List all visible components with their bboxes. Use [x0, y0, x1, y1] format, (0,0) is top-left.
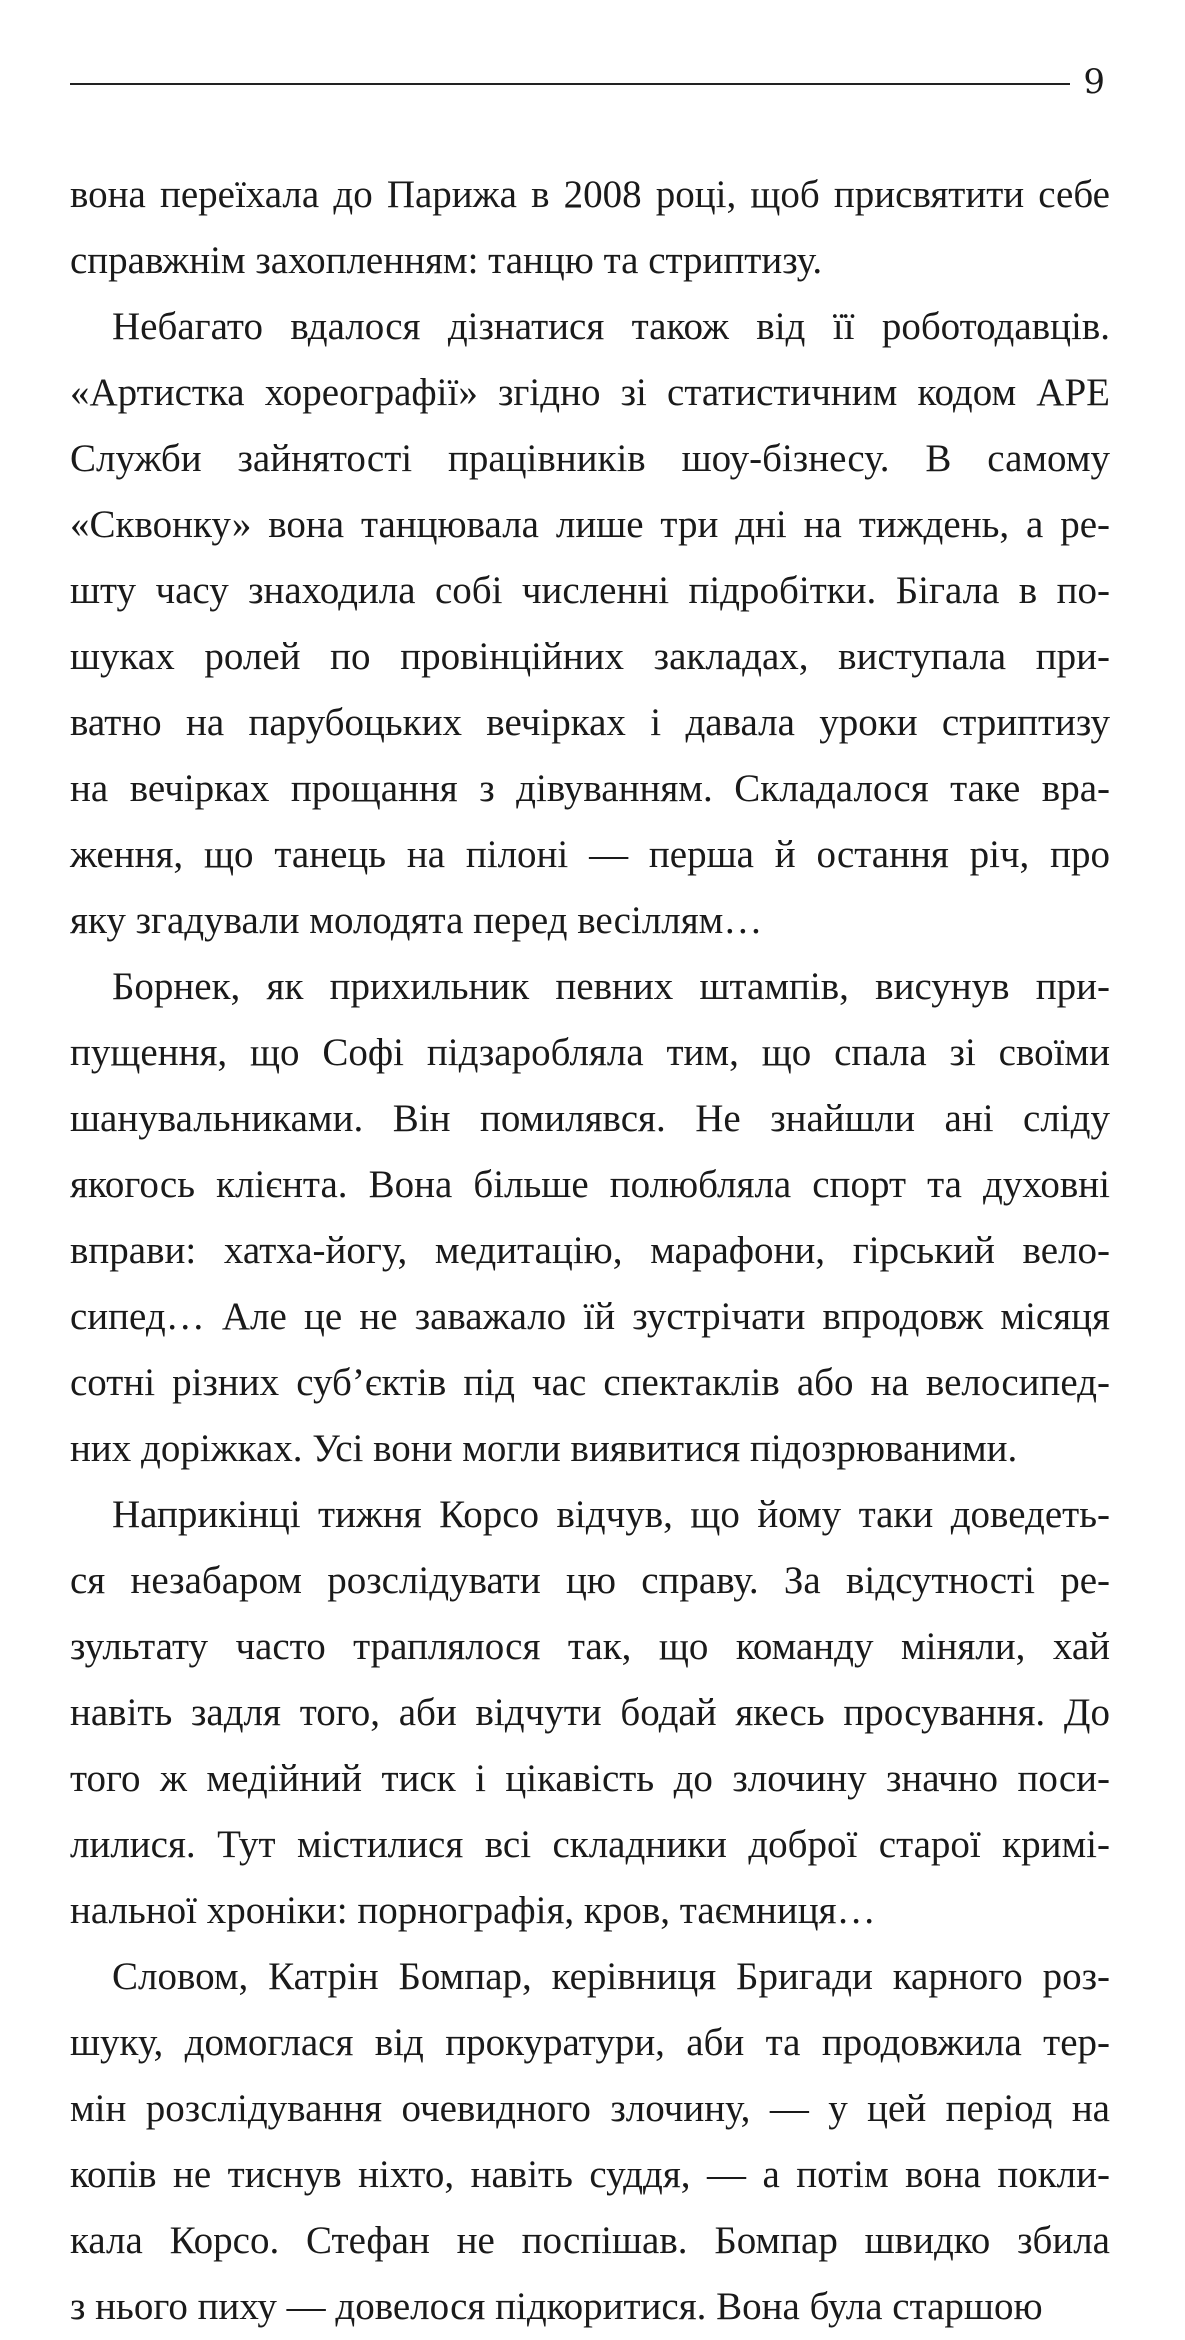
- text-line: яку згадували молодята перед весіллям…: [70, 899, 763, 942]
- text-line: вправи: хатха-йогу, медитацію, марафони, гірський вело-: [70, 1229, 1110, 1272]
- text-line: «Сквонку» вона танцювала лише три дні на тиждень, а ре-: [70, 503, 1110, 546]
- text-line: пущення, що Софі підзаробляла тим, що спала зі своїми: [70, 1031, 1110, 1074]
- text-line: копів не тиснув ніхто, навіть суддя, — а потім вона покли-: [70, 2153, 1110, 2196]
- text-line: Борнек, як прихильник певних штампів, висунув при-: [112, 965, 1110, 1008]
- text-line: на вечірках прощання з дівуванням. Складалося таке вра-: [70, 767, 1110, 810]
- paragraph: [70, 954, 1110, 1482]
- text-line: шту часу знаходила собі численні підробітки. Бігала в по-: [70, 569, 1110, 612]
- paragraph: [70, 1944, 1110, 2340]
- text-line: зультату часто траплялося так, що команду міняли, хай: [70, 1625, 1110, 1668]
- text-line: Словом, Катрін Бомпар, керівниця Бригади карного роз-: [112, 1955, 1110, 1998]
- text-line: Небагато вдалося дізнатися також від її роботодавців.: [112, 305, 1110, 348]
- body-text: [70, 162, 1110, 2340]
- text-line: сипед… Але це не заважало їй зустрічати впродовж місяця: [70, 1295, 1110, 1338]
- paragraph: [70, 162, 1110, 294]
- text-line: нальної хроніки: порнографія, кров, таємниця…: [70, 1889, 876, 1932]
- text-line: Служби зайнятості працівників шоу-бізнесу. В самому: [70, 437, 1110, 480]
- text-line: ватно на парубоцьких вечірках і давала уроки стриптизу: [70, 701, 1110, 744]
- text-line: з нього пиху — довелося підкоритися. Вона була старшою: [70, 2285, 1043, 2328]
- text-line: справжнім захопленням: танцю та стриптизу.: [70, 239, 823, 282]
- text-line: сотні різних суб’єктів під час спектаклів або на велосипед-: [70, 1361, 1110, 1404]
- page-number: 9: [1083, 62, 1105, 102]
- text-line: кала Корсо. Стефан не поспішав. Бомпар швидко збила: [70, 2219, 1110, 2262]
- text-line: вона переїхала до Парижа в 2008 році, щоб присвятити себе: [70, 173, 1110, 216]
- text-line: шуках ролей по провінційних закладах, виступала при-: [70, 635, 1110, 678]
- text-line: ження, що танець на пілоні — перша й остання річ, про: [70, 833, 1110, 876]
- text-line: того ж медійний тиск і цікавість до злочину значно поси-: [70, 1757, 1110, 1800]
- paragraph: [70, 294, 1110, 954]
- text-line: них доріжках. Усі вони могли виявитися підозрюваними.: [70, 1427, 1018, 1470]
- text-line: мін розслідування очевидного злочину, — у цей період на: [70, 2087, 1110, 2130]
- header-rule: [70, 83, 1070, 85]
- text-line: шуку, домоглася від прокуратури, аби та продовжила тер-: [70, 2021, 1110, 2064]
- text-line: шанувальниками. Він помилявся. Не знайшли ані сліду: [70, 1097, 1110, 1140]
- text-line: навіть задля того, аби відчути бодай якесь просування. До: [70, 1691, 1110, 1734]
- text-line: «Артистка хореографії» згідно зі статистичним кодом APE: [70, 371, 1110, 414]
- text-line: Наприкінці тижня Корсо відчув, що йому таки доведеть-: [112, 1493, 1110, 1536]
- text-line: ся незабаром розслідувати цю справу. За відсутності ре-: [70, 1559, 1110, 1602]
- text-line: якогось клієнта. Вона більше полюбляла спорт та духовні: [70, 1163, 1110, 1206]
- paragraph: [70, 1482, 1110, 1944]
- text-line: лилися. Тут містилися всі складники доброї старої кримі-: [70, 1823, 1110, 1866]
